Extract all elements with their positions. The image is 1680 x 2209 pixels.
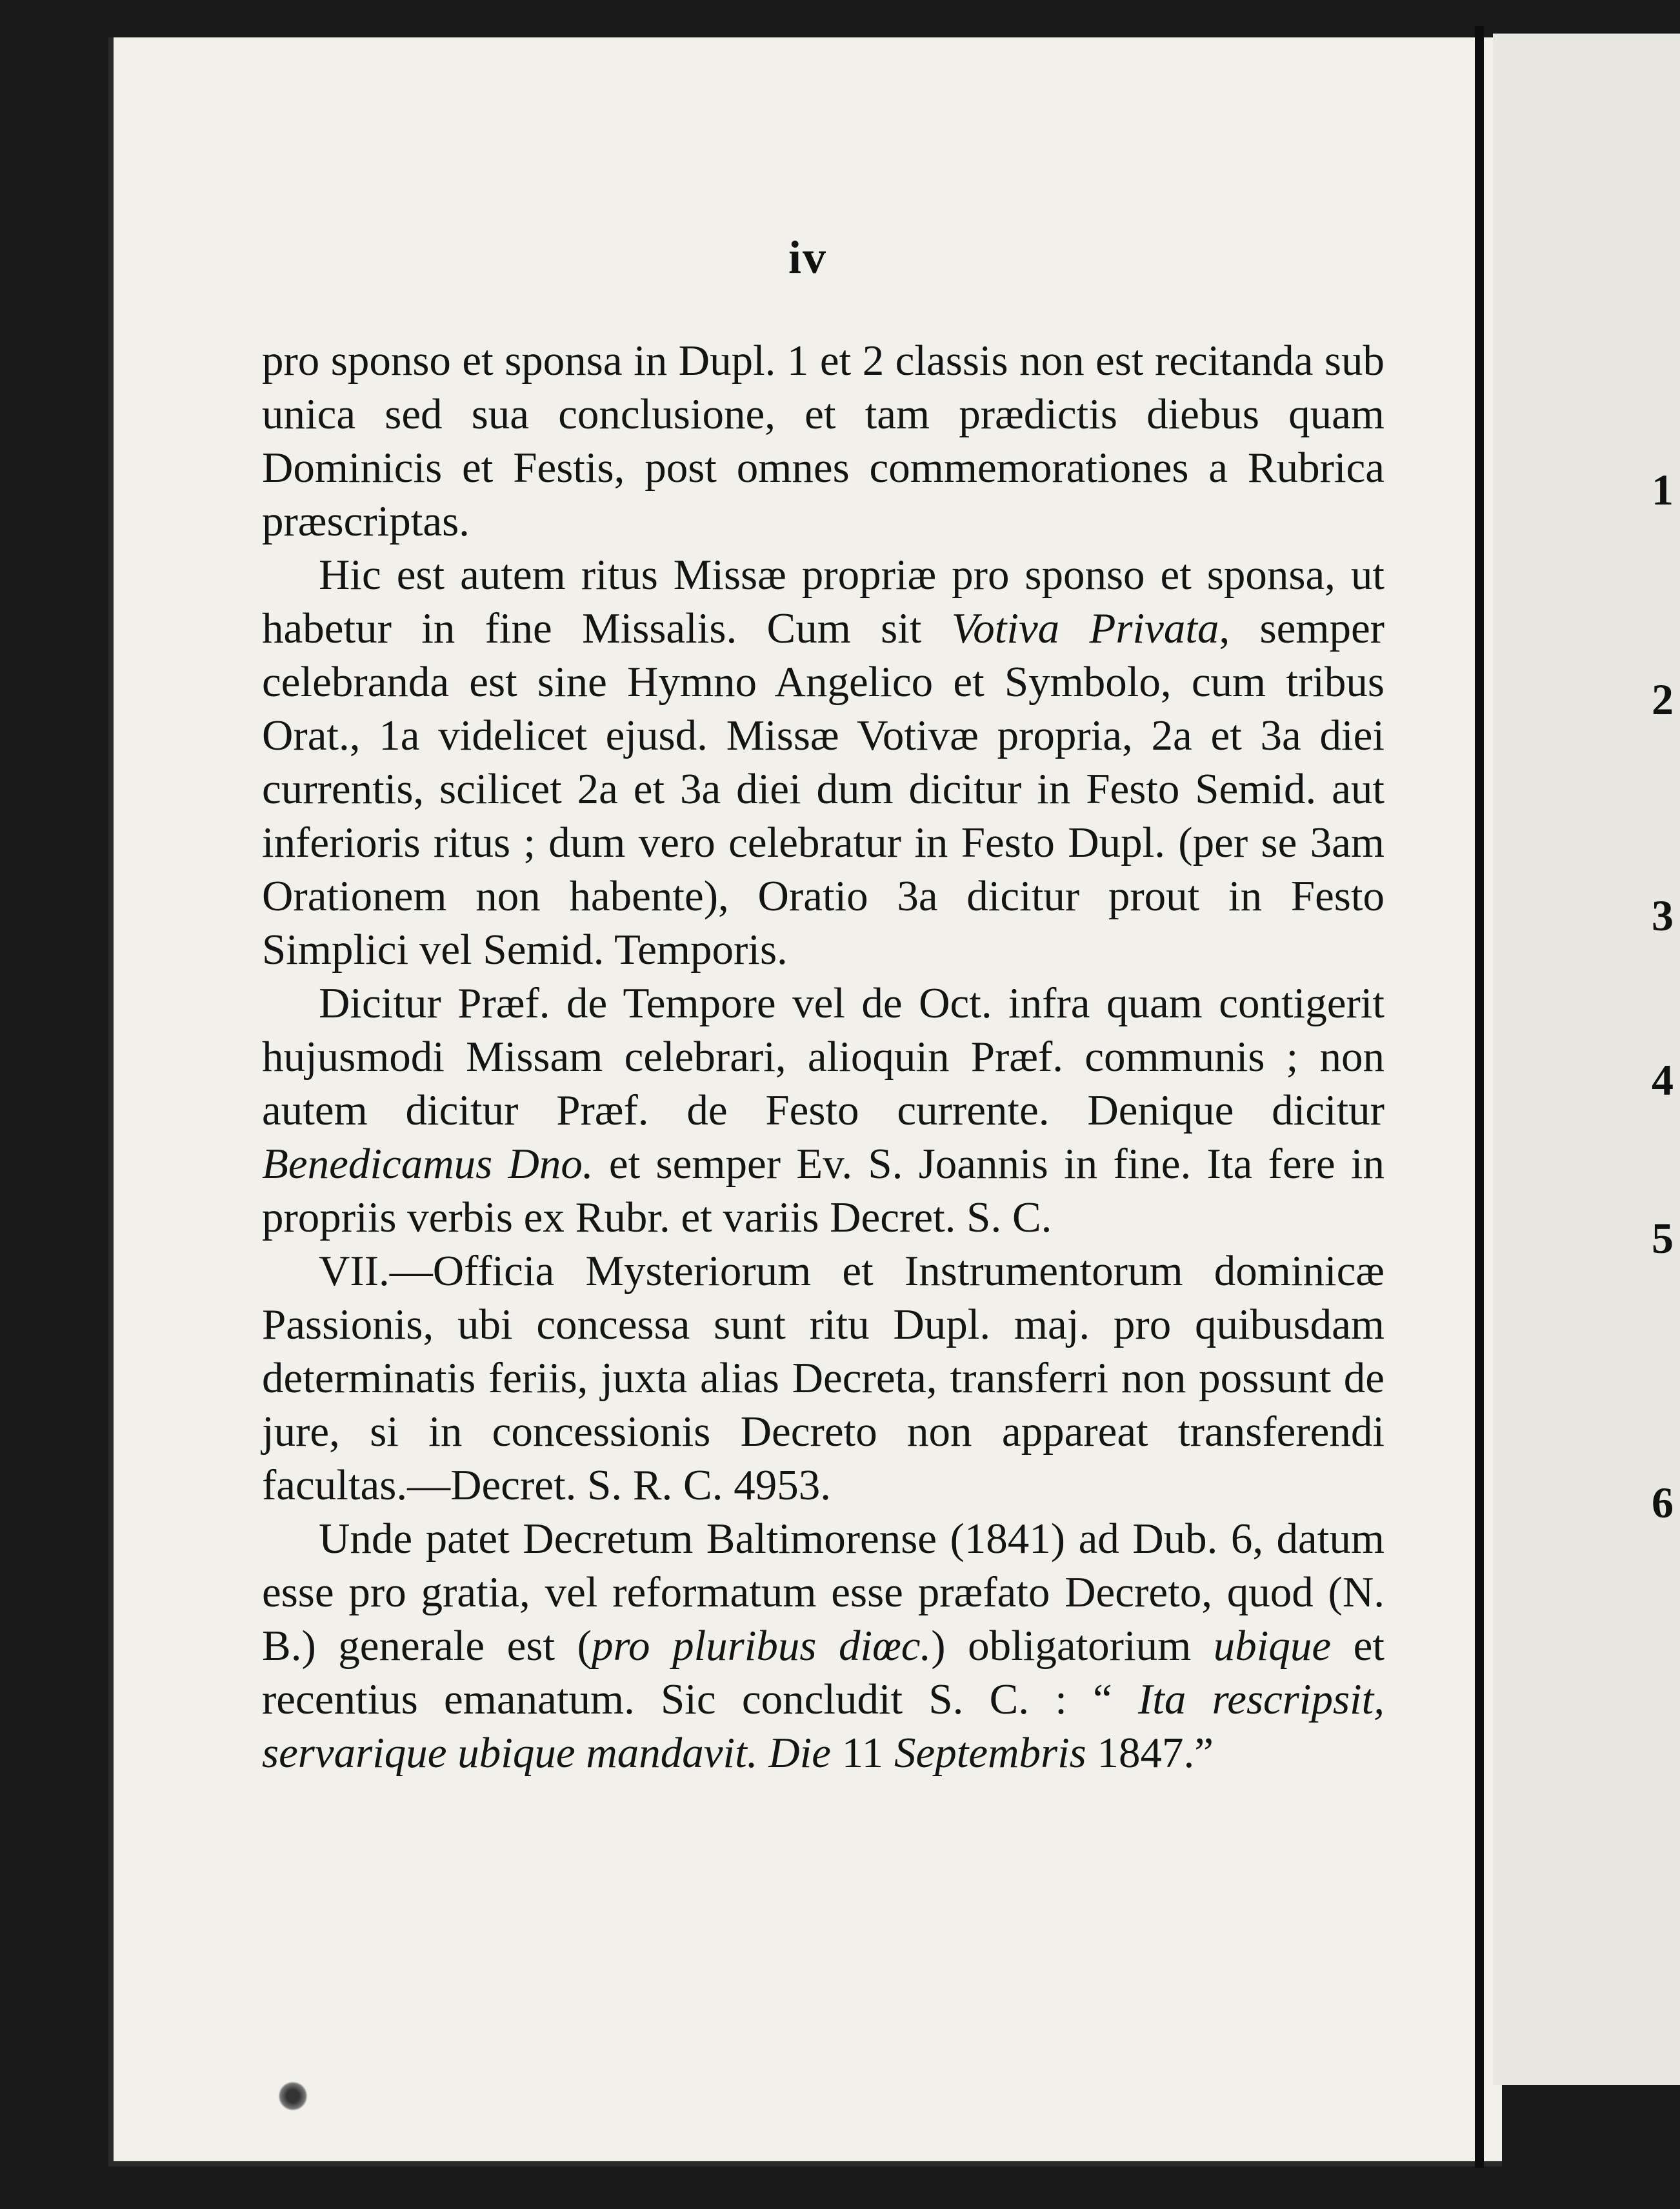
facing-page-number: 1 — [1652, 465, 1674, 514]
facing-page-number: 2 — [1652, 675, 1674, 724]
italic-text: ubique — [1213, 1622, 1332, 1670]
text-run: 11 — [831, 1729, 895, 1777]
ink-spot — [278, 2081, 308, 2111]
text-run: 1847.” — [1086, 1729, 1214, 1777]
book-gutter — [1475, 26, 1484, 2168]
paragraph — [262, 1512, 1385, 1780]
paragraph — [262, 977, 1385, 1244]
text-run: VII.—Officia Mysteriorum et Instrumentorum dominicæ Passionis, ubi concessa sunt ritu Dupl. maj. pro quibusdam determinatis feriis, juxta alias Decreta, transferri non possunt de jure, si in concessionis Decreto non appareat transferendi facultas.—Decret. S. R. C. 4953. — [262, 1247, 1385, 1509]
text-run: , semper celebranda est sine Hymno Angelico et Symbolo, cum tribus Orat., 1a videlicet ejusd. Missæ Votivæ propria, 2a et 3a diei currentis, scilicet 2a et 3a diei dum dicitur in Festo Semid. aut inferioris ritus ; dum vero celebratur in Festo Dupl. (per se 3am Orationem non habente), Oratio 3a dicitur prout in Festo Simplici vel Semid. Temporis. — [262, 605, 1385, 974]
facing-page-number: 6 — [1652, 1478, 1674, 1527]
text-run: ) obligatorium — [931, 1622, 1214, 1670]
book-page — [108, 37, 1502, 2166]
facing-page-number: 5 — [1652, 1214, 1674, 1263]
italic-text: pro pluribus diœc. — [591, 1622, 932, 1670]
paragraph — [262, 334, 1385, 548]
text-run: et recentius emanatum. Sic concludit S. C. : “ — [262, 1622, 1385, 1723]
italic-text: Ita rescripsit, servarique ubique mandavit. Die — [262, 1675, 1385, 1777]
body-text — [262, 334, 1385, 1780]
page-number: iv — [788, 232, 827, 283]
facing-page-number: 4 — [1652, 1055, 1674, 1104]
text-run: pro sponso et sponsa in Dupl. 1 et 2 classis non est recitanda sub unica sed sua conclusione, et tam prædictis diebus quam Dominicis et Festis, post omnes commemorationes a Rubrica præscriptas. — [262, 337, 1385, 545]
text-run: Unde patet Decretum Baltimorense (1841) ad Dub. 6, datum esse pro gratia, vel reformatum esse præfato Decreto, quod (N. B.) generale est ( — [262, 1515, 1385, 1670]
italic-text: Benedicamus Dno. — [262, 1140, 594, 1188]
paragraph — [262, 548, 1385, 977]
text-run: Dicitur Præf. de Tempore vel de Oct. infra quam contigerit hujusmodi Missam celebrari, alioquin Præf. communis ; non autem dicitur Præf. de Festo currente. Denique dicitur — [262, 979, 1385, 1134]
text-run: Hic est autem ritus Missæ propriæ pro sponso et sponsa, ut habetur in fine Missalis. Cum sit — [262, 551, 1385, 652]
text-run: et semper Ev. S. Joannis in fine. Ita fere in propriis verbis ex Rubr. et variis Decret. S. C. — [262, 1140, 1385, 1241]
facing-page-number: 3 — [1652, 891, 1674, 940]
italic-text: Septembris — [894, 1729, 1086, 1777]
paragraph — [262, 1244, 1385, 1512]
italic-text: Votiva Privata — [951, 605, 1219, 652]
